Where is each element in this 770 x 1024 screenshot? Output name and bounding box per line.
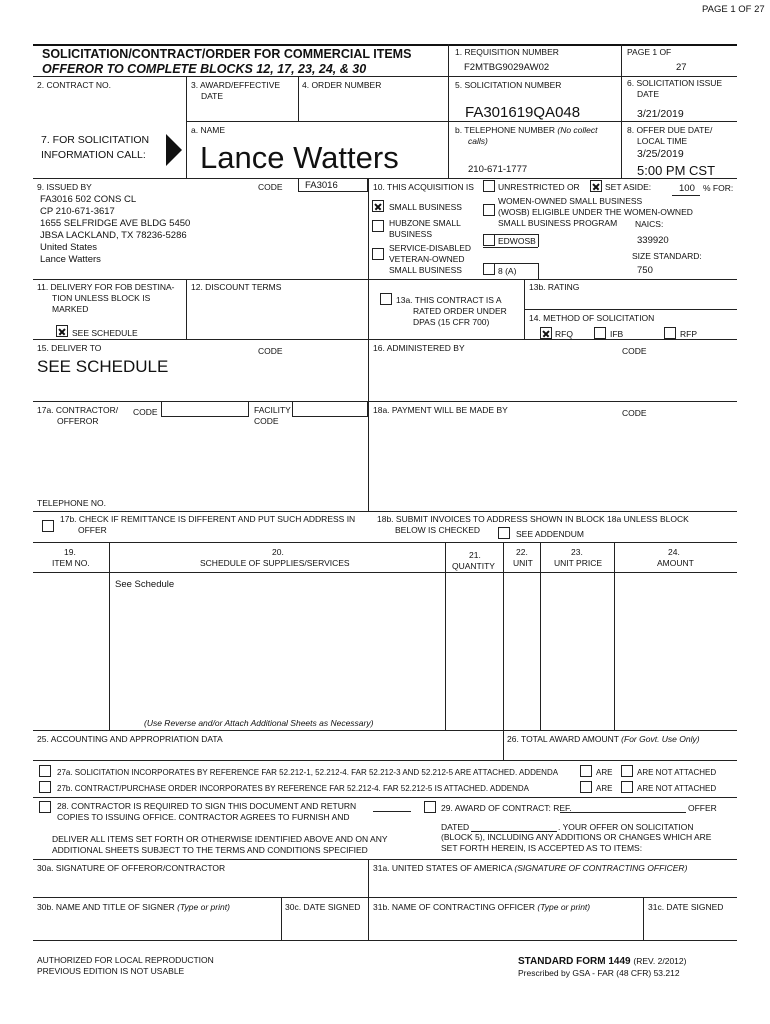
col-amount: 24.: [668, 547, 680, 557]
form-title: SOLICITATION/CONTRACT/ORDER FOR COMMERCIAL ITEMS: [42, 47, 412, 61]
size-standard-value[interactable]: 750: [637, 265, 653, 276]
col-unit-price: 23.: [571, 547, 583, 557]
signature-us-label: 31a. UNITED STATES OF AMERICA: [373, 863, 513, 873]
issued-by-label: 9. ISSUED BY: [37, 182, 92, 192]
date-signed-31c: 31c. DATE SIGNED: [648, 902, 724, 912]
date-signed-30c: 30c. DATE SIGNED: [285, 902, 361, 912]
contractor-label: 17a. CONTRACTOR/: [37, 405, 119, 415]
page-of: PAGE 1 OF 27: [702, 4, 765, 15]
standard-form: STANDARD FORM 1449: [518, 956, 631, 967]
fob-label: 11. DELIVERY FOR FOB DESTINA-: [37, 282, 175, 292]
wosb-checkbox[interactable]: [483, 204, 495, 216]
clause-28-checkbox[interactable]: [39, 801, 51, 813]
award-date-label: 3. AWARD/EFFECTIVE: [191, 80, 281, 90]
facility-code-field[interactable]: [292, 401, 368, 417]
clause-28: 28. CONTRACTOR IS REQUIRED TO SIGN THIS DOCUMENT AND RETURN: [57, 801, 357, 811]
rfp-checkbox[interactable]: [664, 327, 676, 339]
8a-checkbox[interactable]: [483, 263, 495, 275]
clause-27b-checkbox[interactable]: [39, 781, 51, 793]
due-time-value[interactable]: 5:00 PM CST: [637, 163, 716, 178]
rated-order-checkbox[interactable]: [380, 293, 392, 305]
requisition-label: 1. REQUISITION NUMBER: [455, 47, 559, 57]
arrow-right-icon: [166, 134, 182, 166]
previous-edition: PREVIOUS EDITION IS NOT USABLE: [37, 966, 185, 976]
prescribed-by: Prescribed by GSA - FAR (48 CFR) 53.212: [518, 968, 680, 978]
naics-label: NAICS:: [635, 219, 664, 229]
accounting-label: 25. ACCOUNTING AND APPROPRIATION DATA: [37, 734, 223, 744]
issue-date-value[interactable]: 3/21/2019: [637, 108, 684, 120]
clause-29-checkbox[interactable]: [424, 801, 436, 813]
due-date-label: 8. OFFER DUE DATE/: [627, 125, 713, 135]
telephone-label: TELEPHONE NO.: [37, 498, 106, 508]
27a-are-checkbox[interactable]: [580, 765, 592, 777]
issued-by-code[interactable]: FA3016: [305, 180, 338, 191]
schedule-body: See Schedule: [115, 579, 175, 590]
27b-are-checkbox[interactable]: [580, 781, 592, 793]
acquisition-label: 10. THIS ACQUISITION IS: [373, 182, 474, 192]
unrestricted-checkbox[interactable]: [483, 180, 495, 192]
signer-name-label: 30b. NAME AND TITLE OF SIGNER: [37, 902, 175, 912]
issued-by-line: FA3016 502 CONS CL: [40, 194, 137, 205]
phone-value[interactable]: 210-671-1777: [468, 164, 528, 175]
col-supplies: 20.: [272, 547, 284, 557]
contract-no-label: 2. CONTRACT NO.: [37, 80, 111, 90]
edwosb-checkbox[interactable]: [483, 234, 495, 246]
sdvosb-checkbox[interactable]: [372, 248, 384, 260]
solicitation-label: 5. SOLICITATION NUMBER: [455, 80, 562, 90]
remittance-checkbox[interactable]: [42, 520, 54, 532]
col-quantity: 21.: [469, 550, 481, 560]
27a-are-not-checkbox[interactable]: [621, 765, 633, 777]
page-label: PAGE 1 OF: [627, 47, 672, 57]
form-subtitle: OFFEROR TO COMPLETE BLOCKS 12, 17, 23, 24, & 30: [42, 62, 367, 76]
schedule-note: (Use Reverse and/or Attach Additional Sheets as Necessary): [144, 718, 374, 728]
order-number-label: 4. ORDER NUMBER: [302, 80, 382, 90]
naics-value[interactable]: 339920: [637, 235, 669, 246]
set-aside-checkbox[interactable]: [590, 180, 602, 192]
27b-are-not-checkbox[interactable]: [621, 781, 633, 793]
clause-27a-checkbox[interactable]: [39, 765, 51, 777]
clause-27b: 27b. CONTRACT/PURCHASE ORDER INCORPORATES BY REFERENCE FAR 52.212-4. FAR 52.212-5 IS ATTACHED. ADDENDA: [57, 784, 529, 793]
clause-27a: 27a. SOLICITATION INCORPORATES BY REFERENCE FAR 52.212-1, 52.212-4. FAR 52.212-3 AND 52.212-5 ARE ATTACHED. ADDENDA: [57, 768, 559, 777]
total-award-label: 26. TOTAL AWARD AMOUNT: [507, 734, 619, 744]
payment-by-label: 18a. PAYMENT WILL BE MADE BY: [373, 405, 508, 415]
hubzone-checkbox[interactable]: [372, 220, 384, 232]
ifb-checkbox[interactable]: [594, 327, 606, 339]
rfq-checkbox[interactable]: [540, 327, 552, 339]
info-call-label: 7. FOR SOLICITATION: [41, 134, 150, 146]
requisition-value[interactable]: F2MTBG9029AW02: [464, 62, 550, 73]
page-value: 27: [676, 62, 687, 73]
name-label: a. NAME: [191, 125, 226, 135]
signature-offeror-label: 30a. SIGNATURE OF OFFEROR/CONTRACTOR: [37, 863, 226, 873]
size-standard-label: SIZE STANDARD:: [632, 251, 702, 261]
small-business-checkbox[interactable]: [372, 200, 384, 212]
contracting-officer-label: 31b. NAME OF CONTRACTING OFFICER: [373, 902, 535, 912]
phone-label: b. TELEPHONE NUMBER: [455, 125, 555, 135]
issue-date-label: 6. SOLICITATION ISSUE: [627, 78, 723, 88]
solicitation-number[interactable]: FA301619QA048: [465, 104, 581, 121]
set-aside-percent[interactable]: 100: [679, 183, 695, 194]
see-addendum-checkbox[interactable]: [498, 527, 510, 539]
method-label: 14. METHOD OF SOLICITATION: [529, 313, 655, 323]
clause-29: 29. AWARD OF CONTRACT: REF.: [441, 803, 572, 813]
deliver-to-label: 15. DELIVER TO: [37, 343, 102, 353]
contractor-code-field[interactable]: [161, 401, 249, 417]
col-unit: 22.: [516, 547, 528, 557]
deliver-to-value[interactable]: SEE SCHEDULE: [37, 357, 169, 376]
col-item-no: 19.: [64, 547, 76, 557]
discount-terms-label: 12. DISCOUNT TERMS: [191, 282, 282, 292]
invoice-label: 18b. SUBMIT INVOICES TO ADDRESS SHOWN IN BLOCK 18a UNLESS BLOCK: [377, 514, 689, 524]
administered-by-label: 16. ADMINISTERED BY: [373, 343, 465, 353]
due-date-value[interactable]: 3/25/2019: [637, 148, 684, 160]
auth-reproduction: AUTHORIZED FOR LOCAL REPRODUCTION: [37, 955, 214, 965]
remittance-label: 17b. CHECK IF REMITTANCE IS DIFFERENT AND PUT SUCH ADDRESS IN: [60, 514, 356, 524]
see-schedule-checkbox[interactable]: [56, 325, 68, 337]
rating-label: 13b. RATING: [529, 282, 580, 292]
contact-name[interactable]: Lance Watters: [200, 140, 399, 175]
